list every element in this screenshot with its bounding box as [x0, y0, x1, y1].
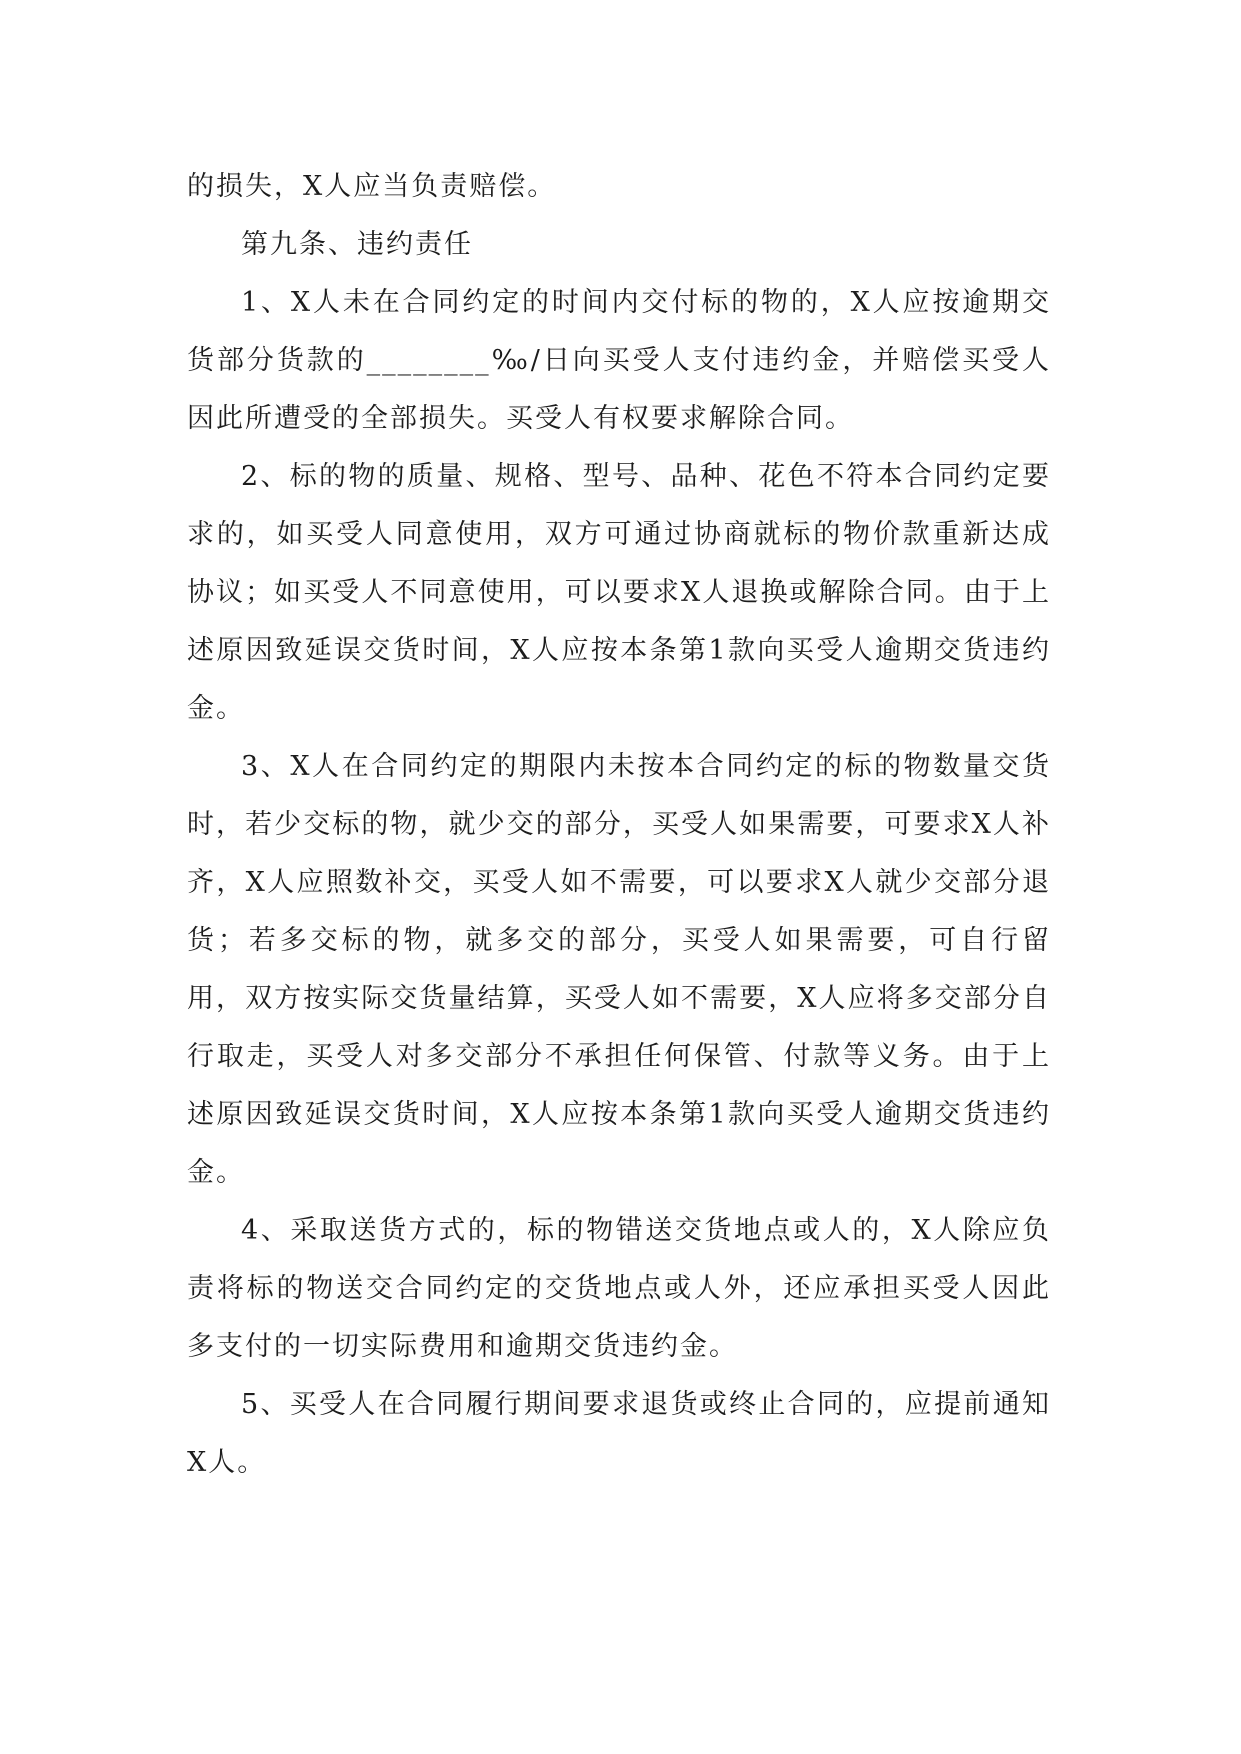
paragraph-continuation: 的损失，X人应当负责赔偿。: [187, 171, 557, 202]
clause-2-paragraph: 2、标的物的质量、规格、型号、品种、花色不符本合同约定要求的，如买受人同意使用，双方可通过协商就标的物价款重新达成协议；如买受人不同意使用，可以要求X人退换或解除合同。由于上述原因致延误交货时间，X人应按本条第1款向买受人逾期交货违约金。: [187, 461, 1051, 724]
article-heading-9: 第九条、违约责任: [241, 229, 473, 260]
clause-5-paragraph: 5、买受人在合同履行期间要求退货或终止合同的，应提前通知X人。: [187, 1389, 1051, 1478]
document-body: [187, 158, 1051, 1492]
clause-4-paragraph: 4、采取送货方式的，标的物错送交货地点或人的，X人除应负责将标的物送交合同约定的交货地点或人外，还应承担买受人因此多支付的一切实际费用和逾期交货违约金。: [187, 1215, 1051, 1362]
clause-1-paragraph: 1、X人未在合同约定的时间内交付标的物的，X人应按逾期交货部分货款的________‰/日向买受人支付违约金，并赔偿买受人因此所遭受的全部损失。买受人有权要求解除合同。: [187, 287, 1051, 434]
clause-3-paragraph: 3、X人在合同约定的期限内未按本合同约定的标的物数量交货时，若少交标的物，就少交的部分，买受人如果需要，可要求X人补齐，X人应照数补交，买受人如不需要，可以要求X人就少交部分退货；若多交标的物，就多交的部分，买受人如果需要，可自行留用，双方按实际交货量结算，买受人如不需要，X人应将多交部分自行取走，买受人对多交部分不承担任何保管、付款等义务。由于上述原因致延误交货时间，X人应按本条第1款向买受人逾期交货违约金。: [187, 751, 1051, 1188]
